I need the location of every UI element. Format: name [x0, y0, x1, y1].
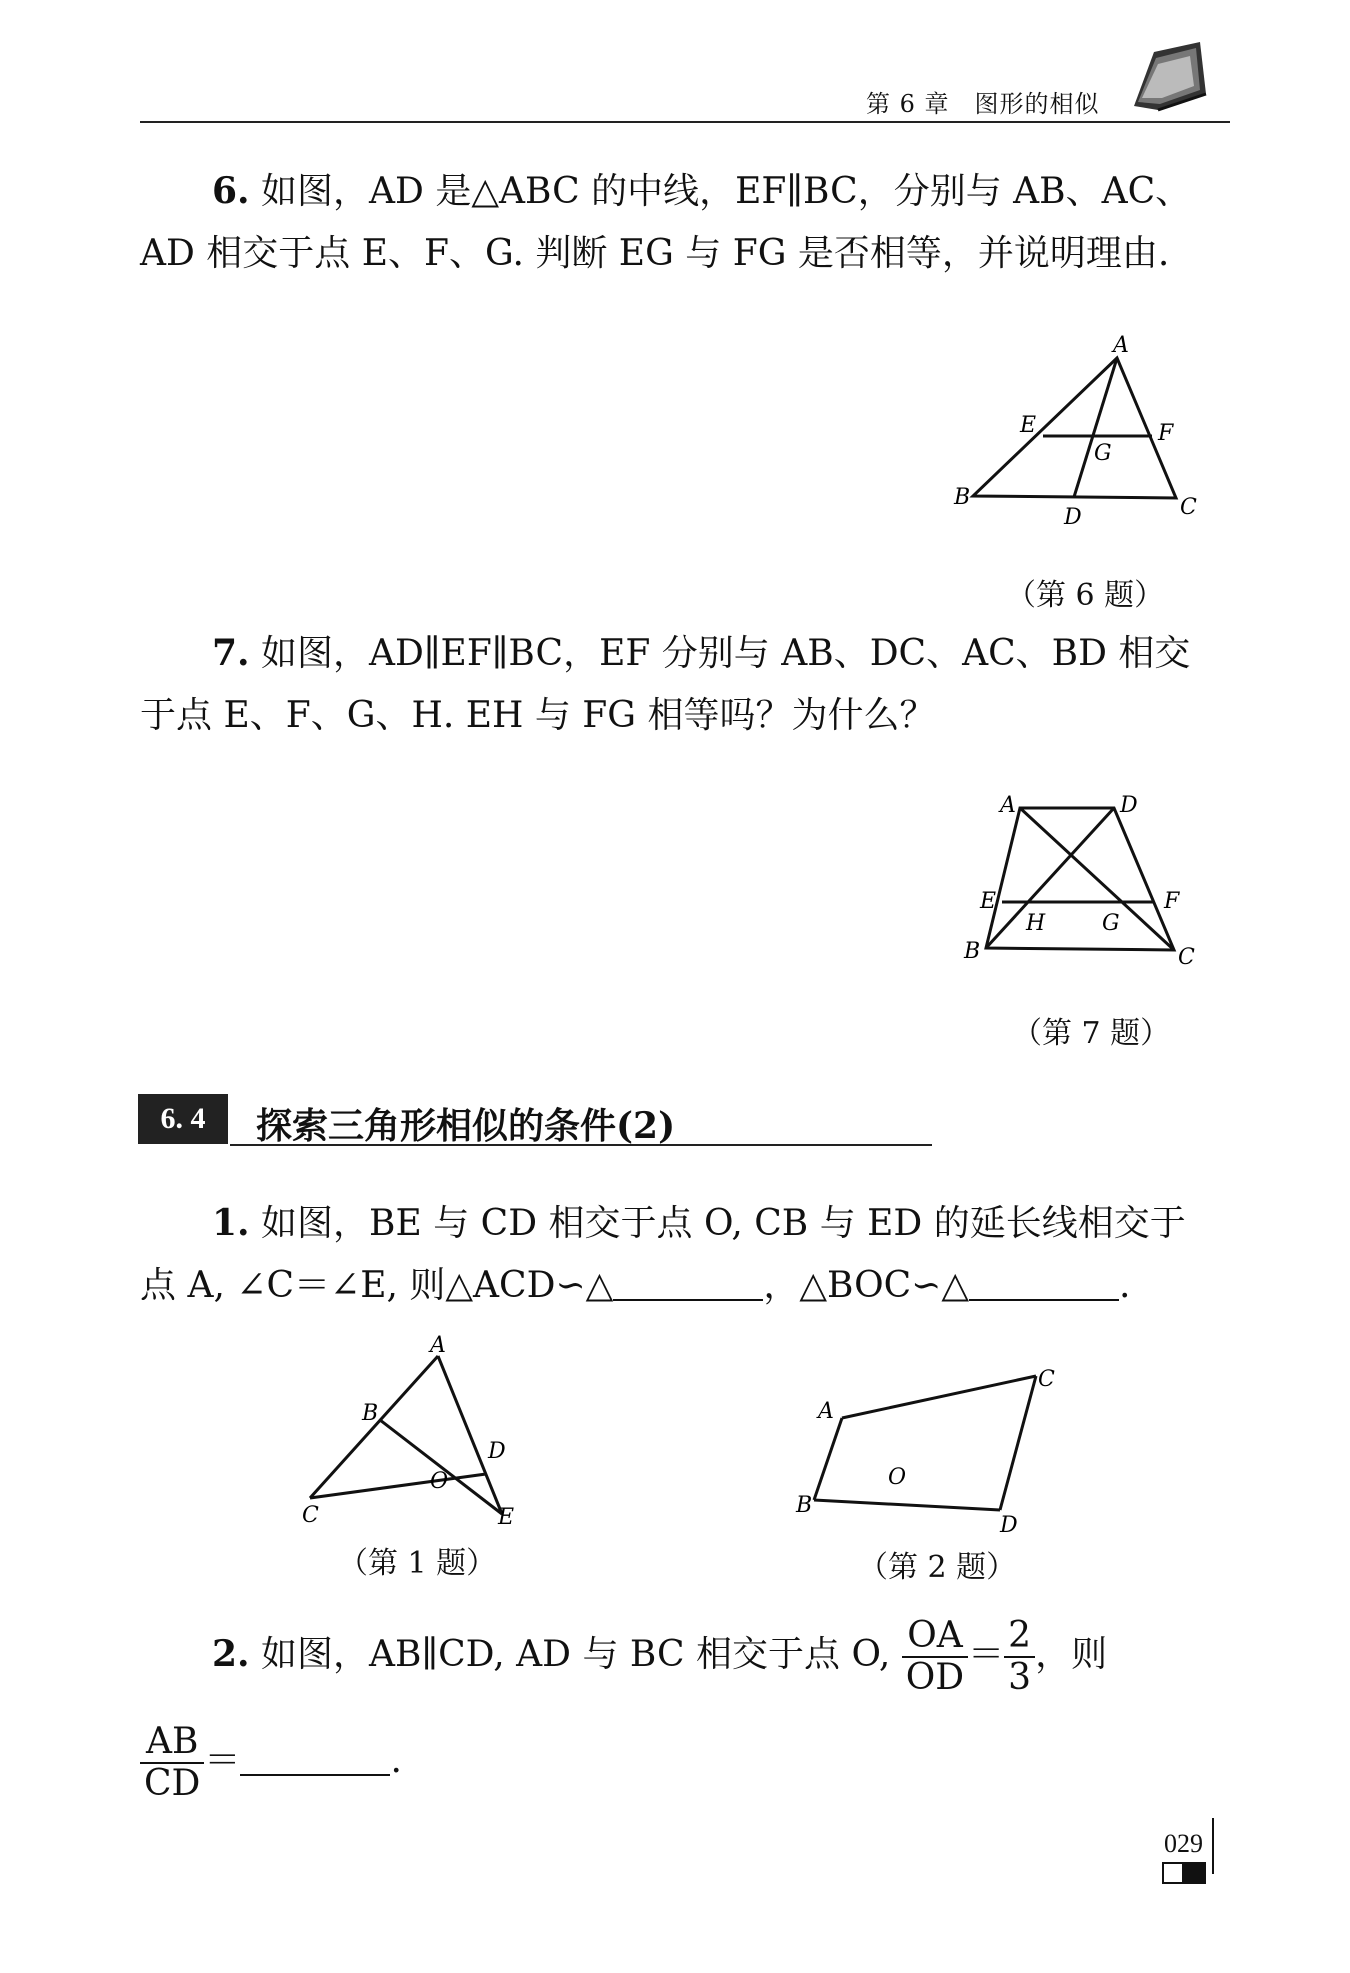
fig7-label-h: H: [1026, 911, 1046, 936]
caption-fig1: （第 1 题）: [338, 1546, 497, 1581]
figure-1-triangles: [290, 1332, 540, 1532]
fig6-label-g: G: [1094, 441, 1112, 466]
equals-sign-2: ＝: [204, 1740, 241, 1781]
fig2-label-b: B: [796, 1493, 813, 1518]
caption-6: （第 6 题）: [1006, 578, 1165, 613]
fig6-label-e: E: [1020, 413, 1037, 438]
fig6-label-b: B: [954, 485, 971, 510]
answer-blank-2[interactable]: [969, 1263, 1119, 1301]
problem-7-line2: 于点 E、F、G、H. EH 与 FG 相等吗？为什么？: [140, 695, 936, 736]
book-icon: [1128, 36, 1210, 116]
fig7-label-d: D: [1120, 793, 1138, 818]
problem-7-line1: 如图，AD∥EF∥BC，EF 分别与 AB、DC、AC、BD 相交: [261, 633, 1191, 674]
fig7-label-b: B: [964, 939, 981, 964]
exercise-1-line2b: ，△BOC∽△: [763, 1265, 970, 1306]
fig1-label-e: E: [498, 1505, 515, 1530]
exercise-1-line1: 如图，BE 与 CD 相交于点 O, CB 与 ED 的延长线相交于: [261, 1203, 1186, 1244]
exercise-1-line2a: 点 A, ∠C＝∠E, 则△ACD∽△: [140, 1265, 614, 1306]
fraction-oa-od: $\frac{OA}{OD}$: [902, 1616, 968, 1698]
section-underline: [230, 1144, 932, 1146]
fig2-label-a: A: [818, 1399, 834, 1424]
exercise-2-end: .: [390, 1740, 402, 1781]
fig1-label-d: D: [488, 1439, 506, 1464]
fig1-label-a: A: [430, 1333, 446, 1358]
exercise-2: [140, 1616, 1230, 1698]
fraction-2-3: $\frac{2}{3}$: [1004, 1616, 1035, 1698]
empty-box-icon: [1162, 1862, 1184, 1884]
fraction-ab-cd: $\frac{AB}{CD}$: [140, 1722, 204, 1804]
problem-6-line2: AD 相交于点 E、F、G. 判断 EG 与 FG 是否相等，并说明理由.: [140, 233, 1170, 274]
fig1-label-b: B: [362, 1401, 379, 1426]
figure-7-trapezoid: [960, 784, 1210, 974]
header-rule: [140, 121, 1230, 123]
exercise-2-text-a: 如图，AB∥CD, AD 与 BC 相交于点 O,: [261, 1634, 891, 1675]
exercise-1-end: .: [1119, 1265, 1131, 1306]
fig2-label-d: D: [1000, 1513, 1018, 1538]
exercise-1: [140, 1192, 1230, 1317]
exercise-1-number: 1.: [212, 1202, 250, 1244]
fig7-label-a: A: [1000, 793, 1016, 818]
fig2-label-o: O: [888, 1465, 907, 1490]
section-header: [138, 1094, 798, 1147]
caption-7: （第 7 题）: [1012, 1016, 1171, 1051]
caption-fig2: （第 2 题）: [858, 1550, 1017, 1585]
page-number-bar: [1212, 1818, 1214, 1874]
fig6-label-a: A: [1113, 333, 1129, 358]
filled-box-icon: [1184, 1862, 1206, 1884]
problem-6-number: 6.: [212, 170, 250, 212]
fig1-label-c: C: [302, 1503, 319, 1528]
exercise-2-answer-line: [140, 1722, 1230, 1804]
figure-2-bowtie: [780, 1362, 1060, 1542]
fig6-label-d: D: [1064, 505, 1082, 530]
answer-blank-3[interactable]: [240, 1738, 390, 1776]
fig7-label-e: E: [980, 889, 997, 914]
fig2-label-c: C: [1038, 1367, 1055, 1392]
problem-7-number: 7.: [212, 632, 250, 674]
section-title: 探索三角形相似的条件(2): [256, 1105, 676, 1147]
page-marker-boxes: [1162, 1862, 1206, 1884]
problem-7: [140, 622, 1230, 747]
figure-6-triangle: [940, 330, 1200, 540]
exercise-2-number: 2.: [212, 1633, 250, 1675]
fig7-label-f: F: [1164, 889, 1180, 914]
fig6-label-f: F: [1158, 421, 1174, 446]
problem-6: [140, 160, 1230, 285]
exercise-2-text-b: ，则: [1035, 1634, 1108, 1675]
fig1-label-o: O: [430, 1469, 449, 1494]
fig7-label-g: G: [1102, 911, 1120, 936]
problem-6-line1: 如图，AD 是△ABC 的中线，EF∥BC，分别与 AB、AC、: [261, 171, 1192, 212]
section-number: 6. 4: [138, 1094, 228, 1144]
page-number: 029: [1164, 1829, 1203, 1858]
answer-blank-1[interactable]: [613, 1263, 763, 1301]
fig7-label-c: C: [1178, 945, 1195, 970]
equals-sign: ＝: [968, 1634, 1005, 1675]
fig6-label-c: C: [1180, 495, 1197, 520]
chapter-header: 第 6 章 图形的相似: [866, 90, 1100, 118]
